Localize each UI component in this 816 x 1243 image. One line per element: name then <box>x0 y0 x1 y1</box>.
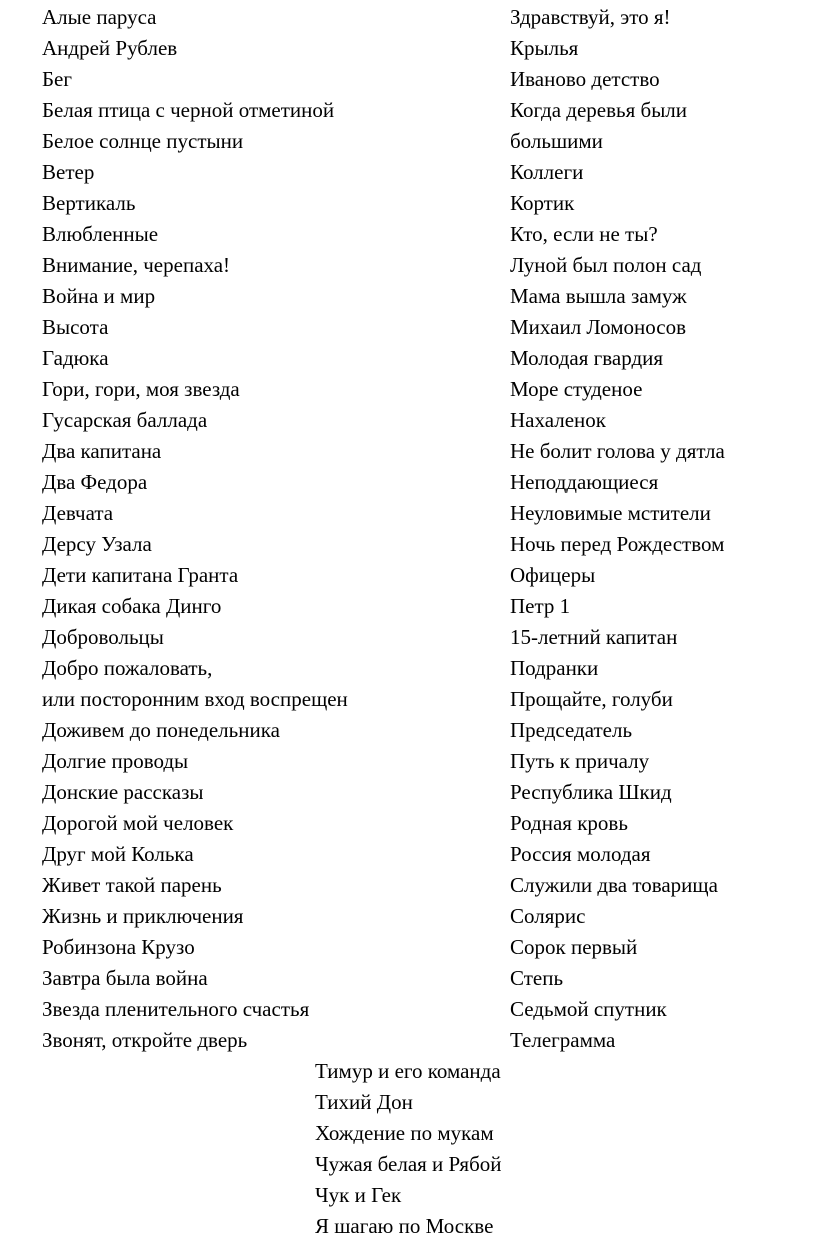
film-title-item: Россия молодая <box>510 842 651 866</box>
film-title-item: Родная кровь <box>510 811 628 835</box>
film-title-item: Добровольцы <box>42 625 164 649</box>
film-title-item: Завтра была война <box>42 966 208 990</box>
film-title-item: Гусарская баллада <box>42 408 208 432</box>
film-title-item: Председатель <box>510 718 633 742</box>
film-title-item: Белая птица с черной отметиной <box>42 98 335 122</box>
film-title-item: Молодая гвардия <box>510 346 664 370</box>
film-title-item: Прощайте, голуби <box>510 687 673 711</box>
film-title-item: Внимание, черепаха! <box>42 253 231 277</box>
film-title-item: Дерсу Узала <box>42 532 152 556</box>
film-title-item: Доживем до понедельника <box>42 718 280 742</box>
film-title-item: Влюбленные <box>42 222 159 246</box>
film-title-item: Друг мой Колька <box>42 842 194 866</box>
film-title-item: Два Федора <box>42 470 148 494</box>
film-title-item: Нахаленок <box>510 408 606 432</box>
film-title-item: Живет такой парень <box>42 873 222 897</box>
film-title-item: Служили два товарища <box>510 873 718 897</box>
film-title-item: Михаил Ломоносов <box>510 315 687 339</box>
film-title-item: Море студеное <box>510 377 643 401</box>
film-title-item: Звонят, откройте дверь <box>42 1028 248 1052</box>
film-title-item: Звезда пленительного счастья <box>42 997 310 1021</box>
film-title-item: Робинзона Крузо <box>42 935 195 959</box>
film-title-item: Гадюка <box>42 346 109 370</box>
film-title-item: Солярис <box>510 904 586 928</box>
film-title-item: Два капитана <box>42 439 162 463</box>
film-title-item: Луной был полон сад <box>510 253 702 277</box>
film-title-item: Подранки <box>510 656 599 680</box>
film-title-item: Коллеги <box>510 160 584 184</box>
film-title-item: Дорогой мой человек <box>42 811 234 835</box>
film-title-item: Когда деревья были <box>510 98 688 122</box>
film-title-item: Алые паруса <box>42 5 157 29</box>
film-title-item: Неуловимые мстители <box>510 501 711 525</box>
film-title-item: Андрей Рублев <box>42 36 178 60</box>
film-title-item: большими <box>510 129 603 153</box>
film-title-item: Бег <box>42 67 72 91</box>
film-list-center-column <box>315 1056 502 1242</box>
film-title-item: Петр 1 <box>510 594 571 618</box>
film-title-item: Дикая собака Динго <box>42 594 222 618</box>
film-title-item: Высота <box>42 315 109 339</box>
film-title-item: Здравствуй, это я! <box>510 5 671 29</box>
film-title-item: Чужая белая и Рябой <box>315 1152 502 1176</box>
film-title-item: 15-летний капитан <box>510 625 678 649</box>
film-title-item: Путь к причалу <box>510 749 650 773</box>
film-title-item: Степь <box>510 966 564 990</box>
film-list-right-column <box>510 2 725 1056</box>
film-title-item: Телеграмма <box>510 1028 616 1052</box>
film-title-item: Жизнь и приключения <box>42 904 244 928</box>
film-title-item: Мама вышла замуж <box>510 284 687 308</box>
film-title-item: Донские рассказы <box>42 780 204 804</box>
film-title-item: Сорок первый <box>510 935 638 959</box>
film-title-item: Крылья <box>510 36 579 60</box>
film-title-item: Седьмой спутник <box>510 997 667 1021</box>
film-title-item: Иваново детство <box>510 67 660 91</box>
film-title-item: Ветер <box>42 160 95 184</box>
film-title-item: или посторонним вход воспрещен <box>42 687 348 711</box>
film-title-item: Дети капитана Гранта <box>42 563 239 587</box>
film-title-item: Хождение по мукам <box>315 1121 494 1145</box>
film-title-item: Офицеры <box>510 563 596 587</box>
film-list-left-column <box>42 2 348 1056</box>
film-title-item: Война и мир <box>42 284 156 308</box>
film-title-item: Добро пожаловать, <box>42 656 213 680</box>
film-title-item: Белое солнце пустыни <box>42 129 244 153</box>
film-title-item: Девчата <box>42 501 114 525</box>
film-title-item: Не болит голова у дятла <box>510 439 725 463</box>
film-title-item: Тимур и его команда <box>315 1059 501 1083</box>
film-title-item: Гори, гори, моя звезда <box>42 377 240 401</box>
film-title-item: Чук и Гек <box>315 1183 402 1207</box>
film-title-item: Кто, если не ты? <box>510 222 658 246</box>
film-title-item: Тихий Дон <box>315 1090 413 1114</box>
film-title-item: Неподдающиеся <box>510 470 659 494</box>
film-title-item: Республика Шкид <box>510 780 672 804</box>
film-title-item: Я шагаю по Москве <box>315 1214 494 1238</box>
film-title-item: Ночь перед Рождеством <box>510 532 725 556</box>
film-title-item: Кортик <box>510 191 575 215</box>
film-title-item: Вертикаль <box>42 191 136 215</box>
film-title-item: Долгие проводы <box>42 749 189 773</box>
